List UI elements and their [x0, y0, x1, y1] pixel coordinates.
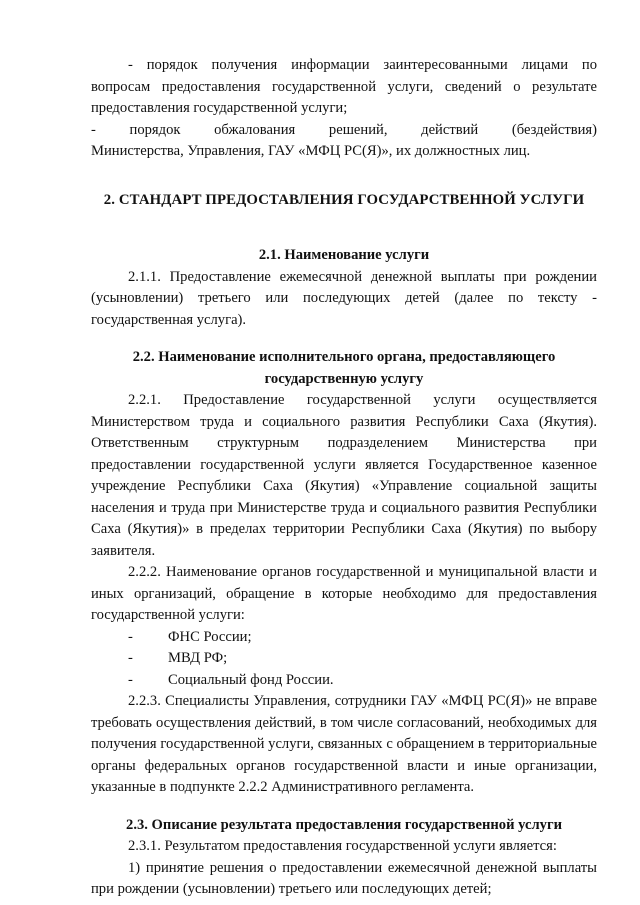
intro-paragraph-appeal-order-line2: Министерства, Управления, ГАУ «МФЦ РС(Я)», их должностных лиц. [91, 143, 531, 159]
section-2-3-heading: 2.3. Описание результата предоставления государственной услуги [126, 816, 562, 833]
section-2-1-heading: 2.1. Наименование услуги [258, 247, 430, 263]
section-2-title: 2. СТАНДАРТ ПРЕДОСТАВЛЕНИЯ ГОСУДАРСТВЕННОЙ УСЛУГИ [103, 191, 585, 208]
paragraph-2-3-1: 2.3.1. Результатом предоставления государственной услуги является: [128, 838, 557, 854]
section-2-2-heading-line1: 2.2. Наименование исполнительного органа, предоставляющего [132, 349, 556, 365]
list-item-text: ФНС России; [168, 628, 252, 645]
document-page [91, 55, 597, 901]
list-dash: - [128, 650, 133, 666]
paragraph-2-2-3: 2.2.3. Специалисты Управления, сотрудники ГАУ «МФЦ РС(Я)» не вправе требовать осуществления действий, в том числе согласований, необходимых для получения государственной услуги, связанных с обращением в территориальные органы федеральных органов государственной власти и иные организации, указанные в подпункте 2.2.2 Административного регламента. [91, 693, 597, 795]
list-item [91, 670, 597, 692]
paragraph-2-2-1: 2.2.1. Предоставление государственной услуги осуществляется Министерством труда и социального развития Республики Саха (Якутия). Ответственным структурным подразделением Министерства при предоставлении государственной услуги является Государственное казенное учреждение Республики Саха (Якутия) «Управление социальной защиты населения и труда при Министерстве труда и социального развития Республики Саха (Якутия)» в пределах территории Республики Саха (Якутия) по выбору заявителя. [91, 392, 597, 559]
intro-paragraph-info-order: - порядок получения информации заинтересованными лицами по вопросам предоставления государственной услуги, сведений о результате предоставления государственной услуги; [91, 57, 597, 116]
section-2-2-heading-line2: государственную услугу [264, 370, 424, 387]
list-item [91, 627, 597, 649]
list-dash: - [128, 628, 133, 645]
paragraph-2-3-1-item-1: 1) принятие решения о предоставлении ежемесячной денежной выплаты при рождении (усыновлении) третьего или последующих детей; [91, 859, 597, 897]
list-dash: - [128, 671, 133, 688]
paragraph-2-1-1: 2.1.1. Предоставление ежемесячной денежной выплаты при рождении (усыновлении) третьего или последующих детей (далее по тексту - государственная услуга). [91, 268, 597, 328]
list-item-text: МВД РФ; [168, 650, 228, 666]
paragraph-2-2-2: 2.2.2. Наименование органов государственной и муниципальной власти и иных организаций, обращение в которые необходимо для предоставления государственной услуги: [91, 564, 597, 623]
list-item-text: Социальный фонд России. [168, 671, 334, 688]
list-item [91, 648, 597, 670]
intro-paragraph-appeal-order-line1: - порядок обжалования решений, действий (бездействия) [91, 121, 597, 138]
